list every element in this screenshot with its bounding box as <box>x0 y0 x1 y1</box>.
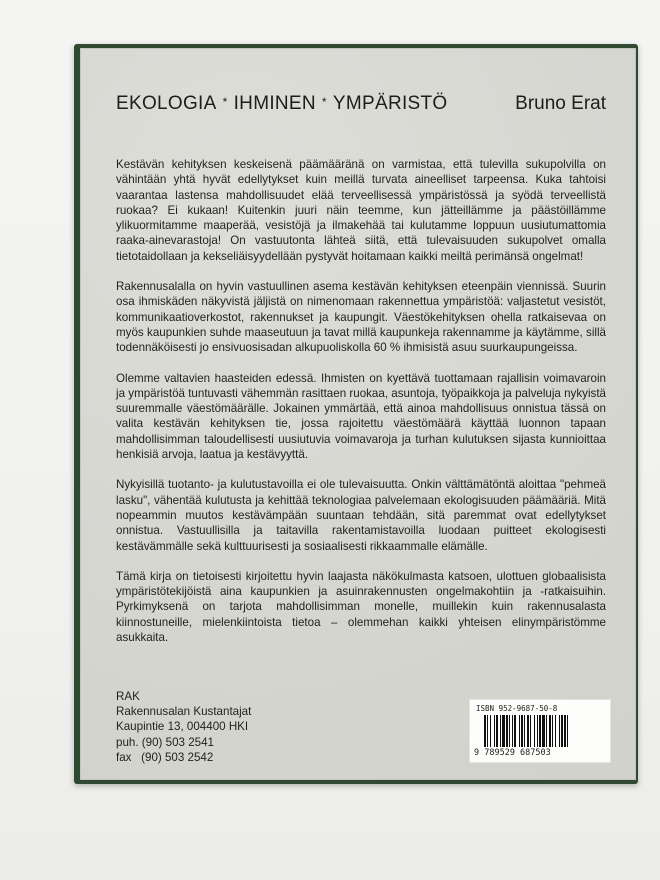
publisher-info <box>116 689 251 765</box>
series-title <box>116 93 448 115</box>
separator-star-icon: * <box>321 95 327 109</box>
separator-star-icon: * <box>222 95 228 109</box>
blurb-paragraph-2: Rakennusalalla on hyvin vastuullinen asema kestävän kehityksen eteenpäin viennissä. Suurin osa ihmiskäden näkyvistä jäljistä on nimenomaan rakennettua ympäristöä: valjastetut vesistöt, kommunikaatioverkostot, rakennukset ja kaupungit. Väestökehityksen ohella ratkaisevaa on myös kaupunkien suhde maaseutuun ja tavat millä kaupunkeja rakennamme ja käytämme, sillä todennäköisesti jo ensivuosisadan alkupuoliskolla 60 % ihmisistä asuu suurkaupungeissa. <box>116 280 606 355</box>
isbn-barcode-label <box>469 699 611 763</box>
blurb-paragraph-4: Nykyisillä tuotanto- ja kulutustavoilla ei ole tulevaisuutta. Onkin välttämätöntä aloittaa "pehmeä lasku", vähentää kulutusta ja kehittää teknologiaa palvelemaan ekologisuuden päämääriä. Mitä nopeammin muutos kestävämpään suuntaan tehdään, sitä paremmat ovat edellytykset onnistua. Vastuullisilla ja taitavilla rakentamistavoilla luodaan puitteet ekologisesti kestävämmälle sekä kulttuurisesti ja sosiaalisesti rikkaammalle elämälle. <box>116 478 606 553</box>
barcode-digits: 9 789529 687503 <box>474 748 551 758</box>
publisher-line: Kaupintie 13, 004400 HKI <box>116 720 249 734</box>
publisher-line: puh. (90) 503 2541 <box>116 735 214 749</box>
series-word-ihminen: IHMINEN <box>233 93 316 114</box>
blurb-paragraph-5: Tämä kirja on tietoisesti kirjoitettu hyvin laajasta näkökulmasta katsoen, ulottuen globaalisista ympäristötekijöistä aina kaupunkien ja asuinrakennusten ongelmakohtiin ja -ratkaisuihin. Pyrkimyksenä on tarjota mahdollisimman monelle, muillekin kuin rakennusalasta kiinnostuneille, mielenkiintoista tietoa – olemmehan kaikki yhteisen elinympäristömme asukkaita. <box>116 569 606 645</box>
publisher-line: RAK <box>116 690 140 703</box>
cover-header <box>116 93 606 121</box>
blurb-paragraph-3: Olemme valtavien haasteiden edessä. Ihmisten on kyettävä tuottamaan rajallisin voimavaroin ja ympäristöä tuntuvasti vähemmän rasittaen ruokaa, asuntoja, työpaikkoja ja palveluja nykyistä suuremmalle väestömäärälle. Jokainen ymmärtää, että ainoa mahdollisuus onnistua tässä on valita kestävän kehityksen tie, jossa rajoitettu väestömäärä käyttää luonnon tapaan mahdollisimman taloudellisesti uusiutuvia voimavaroja ja turhan kulutuksen sijasta kunnioittaa henkisiä arvoja, laatua ja kestävyyttä. <box>116 371 606 462</box>
publisher-line: fax (90) 503 2542 <box>116 750 214 764</box>
isbn-number: ISBN 952-9687-50-8 <box>476 704 558 713</box>
back-cover <box>80 48 636 780</box>
series-word-ekologia: EKOLOGIA <box>116 93 217 114</box>
author-name: Bruno Erat <box>515 93 606 114</box>
series-word-ymparisto: YMPÄRISTÖ <box>332 93 448 114</box>
barcode-icon <box>484 715 602 747</box>
blurb-paragraph-1: Kestävän kehityksen keskeisenä päämääränä on varmistaa, että tulevilla sukupolvilla on vähintään yhtä hyvät edellytykset kuin meillä turvata aineelliset tarpeensa. Kuka tahtoisi vaarantaa lastensa mahdollisuudet elää terveellisessä ympäristössä ja syödä terveellistä ruokaa? Ei kukaan! Kuitenkin juuri näin teemme, kun jätteillämme ja päästöillämme ylikuormitamme maaperää, vesistöjä ja ilmakehää tai kulutamme loppuun uusiutumattomia raaka-ainevarastoja! On vastuutonta lähteä siitä, että tulevaisuuden sukupolvet omalla tietotaidollaan ja kekseliäisyydellään pystyvät hoitamaan kaikki meiltä perimänsä ongelmat! <box>116 158 606 263</box>
publisher-line: Rakennusalan Kustantajat <box>116 705 252 719</box>
blurb-text <box>116 157 606 660</box>
